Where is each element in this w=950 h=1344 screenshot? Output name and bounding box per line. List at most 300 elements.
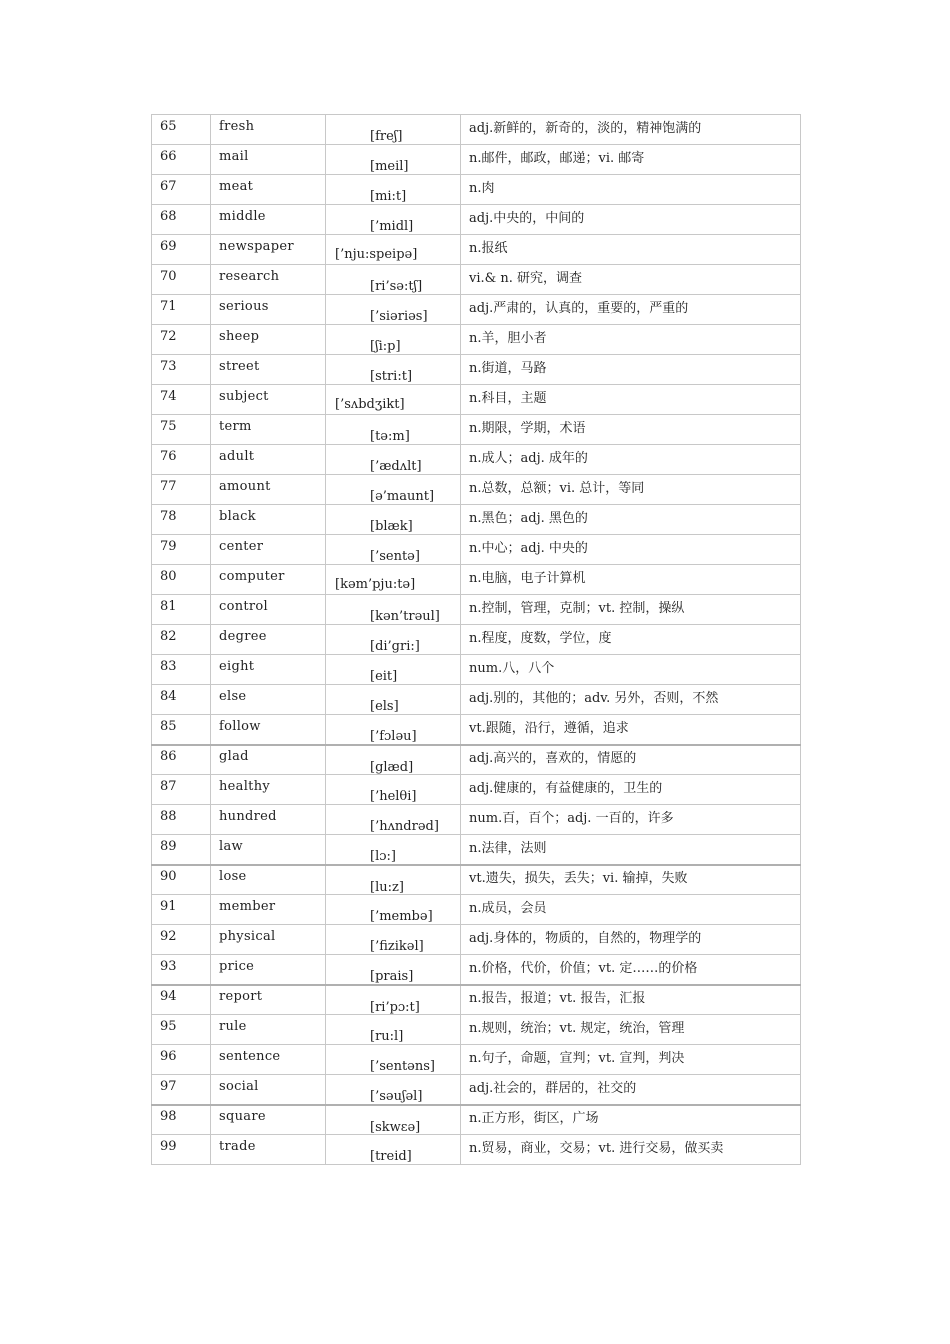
entry-number: 74: [160, 389, 177, 404]
entry-definition-cell: [461, 295, 801, 325]
entry-word-cell: [211, 475, 326, 505]
entry-definition-cell: [461, 505, 801, 535]
entry-number: 88: [160, 809, 177, 824]
entry-definition: n.科目，主题: [469, 391, 547, 406]
entry-definition-cell: [461, 745, 801, 775]
entry-number-cell: [152, 1015, 211, 1045]
entry-definition-cell: [461, 265, 801, 295]
entry-word: member: [219, 899, 276, 914]
entry-word: else: [219, 689, 247, 704]
entry-word: rule: [219, 1019, 247, 1034]
entry-definition-cell: [461, 115, 801, 145]
entry-number-cell: [152, 895, 211, 925]
entry-phonetic-cell: [326, 595, 461, 625]
entry-word-cell: [211, 925, 326, 955]
entry-word-cell: [211, 205, 326, 235]
entry-definition: n.成人；adj. 成年的: [469, 451, 588, 466]
table-row: [152, 565, 801, 595]
entry-definition: n.成员，会员: [469, 901, 547, 916]
entry-phonetic-cell: [326, 1135, 461, 1165]
entry-word: law: [219, 838, 243, 854]
entry-number: 91: [160, 899, 177, 914]
entry-phonetic: [treid]: [370, 1149, 412, 1164]
entry-definition: n.邮件，邮政，邮递；vi. 邮寄: [469, 151, 645, 166]
entry-number-cell: [152, 805, 211, 835]
entry-phonetic: [ri’sə:tʃ]: [370, 279, 423, 294]
entry-word-cell: [211, 955, 326, 985]
table-row: [152, 1045, 801, 1075]
entry-word-cell: [211, 715, 326, 745]
entry-number-cell: [152, 1105, 211, 1135]
entry-phonetic: [’sʌbdʒikt]: [335, 397, 405, 412]
entry-phonetic: [di’gri:]: [370, 639, 420, 654]
entry-word: newspaper: [219, 239, 294, 254]
entry-phonetic-cell: [326, 925, 461, 955]
entry-word-cell: [211, 235, 326, 265]
entry-phonetic-cell: [326, 505, 461, 535]
entry-phonetic-cell: [326, 565, 461, 595]
entry-number: 99: [160, 1139, 177, 1154]
entry-number: 84: [160, 689, 177, 704]
table-row: [152, 145, 801, 175]
entry-number-cell: [152, 745, 211, 775]
entry-number: 66: [160, 149, 177, 164]
entry-number: 80: [160, 569, 177, 584]
entry-word: healthy: [219, 779, 271, 794]
entry-phonetic-cell: [326, 445, 461, 475]
entry-definition-cell: [461, 1075, 801, 1105]
entry-word-cell: [211, 835, 326, 865]
entry-word-cell: [211, 745, 326, 775]
entry-phonetic-cell: [326, 775, 461, 805]
entry-number: 94: [160, 989, 177, 1005]
table-row: [152, 655, 801, 685]
entry-number: 85: [160, 718, 177, 734]
entry-number: 92: [160, 929, 177, 944]
entry-number: 75: [160, 419, 177, 434]
entry-number-cell: [152, 385, 211, 415]
entry-definition: n.报纸: [469, 241, 508, 256]
table-row: [152, 895, 801, 925]
entry-word-cell: [211, 895, 326, 925]
entry-definition: n.中心；adj. 中央的: [469, 541, 588, 556]
entry-definition-cell: [461, 1105, 801, 1135]
entry-definition-cell: [461, 655, 801, 685]
entry-word: black: [219, 509, 256, 524]
entry-word-cell: [211, 325, 326, 355]
entry-number-cell: [152, 325, 211, 355]
entry-phonetic: [’ædʌlt]: [370, 459, 422, 474]
entry-number-cell: [152, 655, 211, 685]
entry-word-cell: [211, 115, 326, 145]
entry-number: 69: [160, 239, 177, 254]
table-row: [152, 955, 801, 985]
entry-number-cell: [152, 865, 211, 895]
entry-word: trade: [219, 1139, 256, 1154]
entry-phonetic-cell: [326, 955, 461, 985]
entry-definition-cell: [461, 175, 801, 205]
table-row: [152, 115, 801, 145]
entry-definition: n.法律，法则: [469, 840, 547, 856]
entry-number-cell: [152, 355, 211, 385]
entry-phonetic: [ə’maunt]: [370, 489, 435, 504]
entry-definition-cell: [461, 1045, 801, 1075]
entry-number-cell: [152, 595, 211, 625]
entry-definition: n.价格，代价，价值；vt. 定……的价格: [469, 960, 698, 976]
entry-phonetic-cell: [326, 235, 461, 265]
entry-word: follow: [219, 718, 261, 734]
entry-phonetic: [’nju:speipə]: [335, 247, 418, 262]
entry-number: 87: [160, 779, 177, 794]
entry-word: control: [219, 599, 269, 614]
entry-number: 83: [160, 659, 177, 674]
entry-definition: adj.别的，其他的；adv. 另外，否则，不然: [469, 691, 719, 706]
entry-number: 67: [160, 179, 177, 194]
table-row: [152, 925, 801, 955]
entry-number-cell: [152, 1075, 211, 1105]
entry-phonetic-cell: [326, 325, 461, 355]
entry-number: 72: [160, 329, 177, 344]
entry-word: square: [219, 1109, 266, 1125]
entry-phonetic: [’membə]: [370, 909, 433, 924]
entry-phonetic: [’sentəns]: [370, 1059, 435, 1074]
entry-number: 86: [160, 749, 177, 765]
table-row: [152, 1105, 801, 1135]
table-row: [152, 805, 801, 835]
vocabulary-table: [151, 114, 801, 1165]
table-row: [152, 445, 801, 475]
table-row: [152, 355, 801, 385]
entry-definition: n.程度，度数，学位，度: [469, 631, 612, 646]
entry-phonetic-cell: [326, 745, 461, 775]
entry-definition: n.句子，命题，宣判；vt. 宣判，判决: [469, 1051, 685, 1066]
table-row: [152, 625, 801, 655]
entry-word: hundred: [219, 809, 277, 824]
entry-number-cell: [152, 535, 211, 565]
entry-word: middle: [219, 209, 266, 224]
entry-word: research: [219, 269, 280, 284]
entry-definition: n.黑色；adj. 黑色的: [469, 511, 588, 526]
entry-definition-cell: [461, 925, 801, 955]
entry-definition: num.百，百个；adj. 一百的，许多: [469, 811, 674, 826]
entry-number: 65: [160, 119, 177, 134]
entry-number-cell: [152, 115, 211, 145]
entry-word: lose: [219, 869, 247, 885]
entry-word: serious: [219, 299, 269, 314]
entry-word: fresh: [219, 119, 255, 134]
table-row: [152, 775, 801, 805]
entry-word-cell: [211, 595, 326, 625]
table-row: [152, 385, 801, 415]
entry-phonetic-cell: [326, 205, 461, 235]
entry-word: amount: [219, 479, 271, 494]
entry-word-cell: [211, 145, 326, 175]
entry-word-cell: [211, 355, 326, 385]
entry-number-cell: [152, 175, 211, 205]
table-row: [152, 985, 801, 1015]
entry-phonetic-cell: [326, 265, 461, 295]
entry-word-cell: [211, 565, 326, 595]
entry-word-cell: [211, 445, 326, 475]
entry-phonetic: [els]: [370, 699, 399, 714]
entry-definition-cell: [461, 445, 801, 475]
entry-phonetic-cell: [326, 145, 461, 175]
entry-word-cell: [211, 535, 326, 565]
entry-definition-cell: [461, 1015, 801, 1045]
entry-definition-cell: [461, 235, 801, 265]
entry-phonetic: [tə:m]: [370, 429, 410, 444]
table-row: [152, 535, 801, 565]
entry-number-cell: [152, 475, 211, 505]
entry-word: center: [219, 539, 264, 554]
entry-definition: adj.健康的，有益健康的，卫生的: [469, 781, 663, 796]
table-row: [152, 205, 801, 235]
entry-definition: vt.跟随，沿行，遵循，追求: [469, 720, 629, 736]
entry-phonetic: [ri’pɔ:t]: [370, 999, 420, 1015]
entry-number: 98: [160, 1109, 177, 1125]
entry-definition-cell: [461, 805, 801, 835]
entry-definition: n.电脑，电子计算机: [469, 571, 586, 586]
table-row: [152, 415, 801, 445]
entry-phonetic-cell: [326, 355, 461, 385]
entry-phonetic-cell: [326, 685, 461, 715]
entry-word-cell: [211, 1135, 326, 1165]
entry-phonetic-cell: [326, 655, 461, 685]
entry-word: eight: [219, 659, 255, 674]
entry-word-cell: [211, 625, 326, 655]
entry-word: mail: [219, 149, 249, 164]
entry-phonetic: [’sentə]: [370, 549, 420, 564]
entry-phonetic-cell: [326, 1075, 461, 1105]
entry-phonetic: [’midl]: [370, 219, 414, 234]
entry-phonetic-cell: [326, 535, 461, 565]
entry-word-cell: [211, 805, 326, 835]
entry-number: 76: [160, 449, 177, 464]
entry-number: 97: [160, 1078, 177, 1094]
entry-phonetic-cell: [326, 895, 461, 925]
entry-definition-cell: [461, 625, 801, 655]
entry-number: 81: [160, 599, 177, 614]
entry-phonetic: [glæd]: [370, 759, 414, 775]
table-row: [152, 1015, 801, 1045]
entry-word-cell: [211, 385, 326, 415]
entry-phonetic: [blæk]: [370, 519, 413, 534]
entry-word-cell: [211, 1015, 326, 1045]
entry-word-cell: [211, 685, 326, 715]
entry-definition: n.期限，学期，术语: [469, 421, 586, 436]
entry-definition-cell: [461, 325, 801, 355]
table-row: [152, 595, 801, 625]
table-row: [152, 265, 801, 295]
entry-word: adult: [219, 449, 255, 464]
entry-definition: adj.新鲜的，新奇的，淡的，精神饱满的: [469, 121, 702, 136]
entry-phonetic: [kən’trəul]: [370, 609, 440, 624]
entry-definition: adj.严肃的，认真的，重要的，严重的: [469, 301, 689, 316]
entry-word: physical: [219, 929, 276, 944]
entry-phonetic: [lu:z]: [370, 879, 404, 895]
entry-word-cell: [211, 505, 326, 535]
entry-word: report: [219, 989, 263, 1005]
table-row: [152, 475, 801, 505]
entry-phonetic: [lɔ:]: [370, 849, 396, 864]
table-row: [152, 865, 801, 895]
entry-word-cell: [211, 985, 326, 1015]
entry-number: 70: [160, 269, 177, 284]
entry-word-cell: [211, 1045, 326, 1075]
entry-phonetic-cell: [326, 415, 461, 445]
entry-number: 78: [160, 509, 177, 524]
entry-word: sentence: [219, 1049, 281, 1064]
entry-phonetic: [’siəriəs]: [370, 309, 428, 324]
entry-word-cell: [211, 1105, 326, 1135]
entry-word: term: [219, 419, 252, 434]
entry-definition-cell: [461, 595, 801, 625]
entry-phonetic: [mi:t]: [370, 189, 407, 204]
entry-definition: n.羊，胆小者: [469, 331, 547, 346]
entry-number: 79: [160, 539, 177, 554]
entry-number: 73: [160, 359, 177, 374]
entry-phonetic-cell: [326, 625, 461, 655]
entry-phonetic-cell: [326, 1105, 461, 1135]
table-row: [152, 1135, 801, 1165]
entry-definition-cell: [461, 415, 801, 445]
entry-number-cell: [152, 505, 211, 535]
entry-number: 93: [160, 958, 177, 974]
entry-phonetic: [kəm’pju:tə]: [335, 577, 416, 592]
entry-definition: n.正方形，街区，广场: [469, 1111, 599, 1127]
entry-definition-cell: [461, 565, 801, 595]
entry-number-cell: [152, 715, 211, 745]
entry-number: 89: [160, 838, 177, 854]
entry-number: 82: [160, 629, 177, 644]
entry-definition: num.八，八个: [469, 661, 555, 676]
entry-definition: adj.高兴的，喜欢的，情愿的: [469, 751, 637, 767]
table-row: [152, 325, 801, 355]
entry-number: 77: [160, 479, 177, 494]
table-row: [152, 685, 801, 715]
entry-definition-cell: [461, 715, 801, 745]
table-row: [152, 745, 801, 775]
entry-number-cell: [152, 205, 211, 235]
entry-definition-cell: [461, 355, 801, 385]
table-row: [152, 235, 801, 265]
entry-number-cell: [152, 625, 211, 655]
entry-word: social: [219, 1078, 259, 1094]
entry-number-cell: [152, 1135, 211, 1165]
entry-number: 96: [160, 1049, 177, 1064]
entry-word: subject: [219, 389, 269, 404]
entry-number: 95: [160, 1019, 177, 1034]
entry-phonetic-cell: [326, 715, 461, 745]
entry-definition: n.街道，马路: [469, 361, 547, 376]
entry-number: 68: [160, 209, 177, 224]
entry-phonetic-cell: [326, 865, 461, 895]
entry-phonetic: [skwɛə]: [370, 1119, 421, 1135]
entry-word-cell: [211, 655, 326, 685]
entry-phonetic-cell: [326, 115, 461, 145]
entry-definition-cell: [461, 205, 801, 235]
entry-definition-cell: [461, 1135, 801, 1165]
entry-word-cell: [211, 415, 326, 445]
entry-word-cell: [211, 295, 326, 325]
entry-phonetic-cell: [326, 1015, 461, 1045]
entry-word: price: [219, 958, 255, 974]
entry-definition: n.控制，管理，克制；vt. 控制，操纵: [469, 601, 685, 616]
entry-number-cell: [152, 415, 211, 445]
table-row: [152, 505, 801, 535]
entry-number-cell: [152, 925, 211, 955]
entry-phonetic: [’fɔləu]: [370, 729, 417, 744]
table-row: [152, 1075, 801, 1105]
entry-phonetic-cell: [326, 1045, 461, 1075]
vocabulary-table-body: [152, 115, 801, 1165]
entry-phonetic: [’helθi]: [370, 789, 417, 804]
entry-number-cell: [152, 445, 211, 475]
entry-number-cell: [152, 235, 211, 265]
entry-word-cell: [211, 865, 326, 895]
entry-phonetic-cell: [326, 985, 461, 1015]
entry-number-cell: [152, 565, 211, 595]
table-row: [152, 715, 801, 745]
entry-number-cell: [152, 685, 211, 715]
entry-phonetic: [ʃi:p]: [370, 339, 401, 354]
entry-definition: n.贸易，商业，交易；vt. 进行交易，做买卖: [469, 1141, 724, 1156]
entry-phonetic: [’hʌndrəd]: [370, 819, 439, 834]
entry-number-cell: [152, 955, 211, 985]
entry-number-cell: [152, 295, 211, 325]
entry-phonetic-cell: [326, 385, 461, 415]
entry-definition-cell: [461, 775, 801, 805]
entry-number-cell: [152, 835, 211, 865]
entry-definition-cell: [461, 685, 801, 715]
table-row: [152, 835, 801, 865]
entry-word: degree: [219, 629, 267, 644]
entry-word: glad: [219, 749, 249, 765]
entry-definition-cell: [461, 955, 801, 985]
entry-phonetic-cell: [326, 175, 461, 205]
entry-phonetic: [ru:l]: [370, 1029, 404, 1044]
entry-definition-cell: [461, 475, 801, 505]
entry-definition: n.规则，统治；vt. 规定，统治，管理: [469, 1021, 685, 1036]
entry-phonetic: [prais]: [370, 969, 414, 984]
entry-number-cell: [152, 1045, 211, 1075]
entry-word-cell: [211, 175, 326, 205]
entry-phonetic: [stri:t]: [370, 369, 413, 384]
entry-definition-cell: [461, 145, 801, 175]
entry-number-cell: [152, 985, 211, 1015]
entry-phonetic-cell: [326, 475, 461, 505]
table-row: [152, 295, 801, 325]
entry-definition: vi.& n. 研究，调查: [469, 271, 582, 286]
entry-definition-cell: [461, 835, 801, 865]
entry-definition-cell: [461, 985, 801, 1015]
entry-definition-cell: [461, 895, 801, 925]
entry-number: 71: [160, 299, 177, 314]
entry-word: sheep: [219, 329, 260, 344]
entry-word-cell: [211, 265, 326, 295]
entry-definition: adj.社会的，群居的，社交的: [469, 1080, 637, 1096]
entry-number-cell: [152, 145, 211, 175]
entry-phonetic-cell: [326, 835, 461, 865]
table-row: [152, 175, 801, 205]
entry-number: 90: [160, 869, 177, 885]
entry-word-cell: [211, 775, 326, 805]
entry-phonetic: [meil]: [370, 159, 409, 174]
entry-phonetic-cell: [326, 805, 461, 835]
entry-definition: n.肉: [469, 181, 495, 196]
entry-number-cell: [152, 775, 211, 805]
entry-phonetic: [freʃ]: [370, 129, 403, 144]
